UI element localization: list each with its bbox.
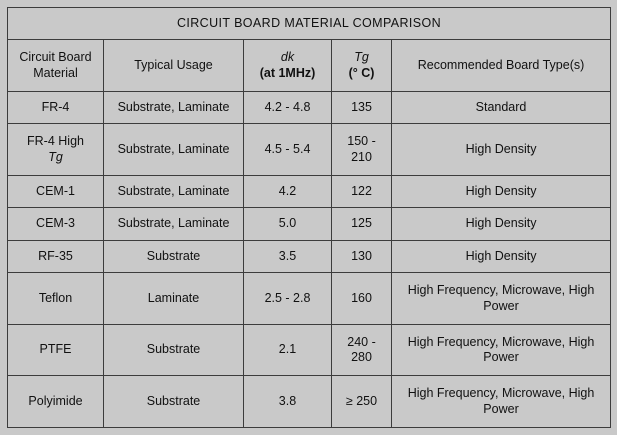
cell-dk: 4.2 bbox=[244, 175, 332, 207]
table-row bbox=[8, 124, 611, 176]
column-header-usage: Typical Usage bbox=[104, 40, 244, 92]
column-header-dk-sub: (at 1MHz) bbox=[259, 65, 316, 80]
table-row bbox=[8, 240, 611, 272]
column-header-tg-main: Tg bbox=[354, 50, 369, 65]
table-row bbox=[8, 175, 611, 207]
cell-recommended: High Frequency, Microwave, High Power bbox=[392, 273, 611, 325]
column-header-tg bbox=[332, 40, 392, 92]
table-title: CIRCUIT BOARD MATERIAL COMPARISON bbox=[8, 8, 611, 40]
table-header-row bbox=[8, 40, 611, 92]
cell-recommended: High Density bbox=[392, 240, 611, 272]
cell-recommended: High Frequency, Microwave, High Power bbox=[392, 324, 611, 376]
cell-material: CEM-3 bbox=[8, 208, 104, 240]
table-row bbox=[8, 91, 611, 123]
cell-recommended: High Density bbox=[392, 124, 611, 176]
table-row bbox=[8, 208, 611, 240]
cell-dk: 2.1 bbox=[244, 324, 332, 376]
table-row bbox=[8, 273, 611, 325]
cell-recommended: Standard bbox=[392, 91, 611, 123]
cell-usage: Substrate, Laminate bbox=[104, 91, 244, 123]
cell-tg: ≥ 250 bbox=[332, 376, 392, 428]
cell-material: Teflon bbox=[8, 273, 104, 325]
cell-material: PTFE bbox=[8, 324, 104, 376]
cell-tg: 240 - 280 bbox=[332, 324, 392, 376]
cell-tg: 122 bbox=[332, 175, 392, 207]
cell-recommended: High Density bbox=[392, 208, 611, 240]
cell-tg: 160 bbox=[332, 273, 392, 325]
table-title-row bbox=[8, 8, 611, 40]
cell-material bbox=[8, 124, 104, 176]
circuit-board-material-comparison-table bbox=[7, 7, 611, 428]
cell-tg: 130 bbox=[332, 240, 392, 272]
cell-usage: Substrate, Laminate bbox=[104, 208, 244, 240]
cell-usage: Substrate, Laminate bbox=[104, 124, 244, 176]
cell-dk: 2.5 - 2.8 bbox=[244, 273, 332, 325]
cell-dk: 3.8 bbox=[244, 376, 332, 428]
cell-dk: 4.2 - 4.8 bbox=[244, 91, 332, 123]
cell-usage: Substrate bbox=[104, 376, 244, 428]
cell-dk: 3.5 bbox=[244, 240, 332, 272]
cell-tg: 125 bbox=[332, 208, 392, 240]
cell-material: CEM-1 bbox=[8, 175, 104, 207]
cell-tg: 150 - 210 bbox=[332, 124, 392, 176]
cell-material: FR-4 bbox=[8, 91, 104, 123]
column-header-material: Circuit Board Material bbox=[8, 40, 104, 92]
cell-recommended: High Density bbox=[392, 175, 611, 207]
cell-dk: 5.0 bbox=[244, 208, 332, 240]
cell-usage: Laminate bbox=[104, 273, 244, 325]
table-row bbox=[8, 324, 611, 376]
cell-material: Polyimide bbox=[8, 376, 104, 428]
column-header-dk bbox=[244, 40, 332, 92]
table-row bbox=[8, 376, 611, 428]
cell-material: RF-35 bbox=[8, 240, 104, 272]
cell-material-sub: Tg bbox=[48, 149, 63, 164]
cell-tg: 135 bbox=[332, 91, 392, 123]
cell-material-main: FR-4 High bbox=[27, 134, 84, 149]
cell-dk: 4.5 - 5.4 bbox=[244, 124, 332, 176]
column-header-tg-sub: (° C) bbox=[348, 65, 375, 80]
column-header-dk-main: dk bbox=[280, 50, 295, 65]
cell-recommended: High Frequency, Microwave, High Power bbox=[392, 376, 611, 428]
cell-usage: Substrate bbox=[104, 240, 244, 272]
cell-usage: Substrate bbox=[104, 324, 244, 376]
column-header-recommended: Recommended Board Type(s) bbox=[392, 40, 611, 92]
cell-usage: Substrate, Laminate bbox=[104, 175, 244, 207]
